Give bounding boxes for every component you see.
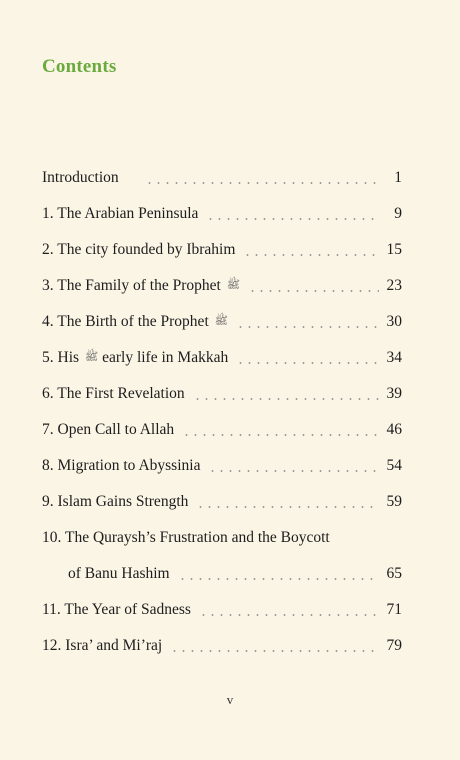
toc-entry-title: 12. Isra’ and Mi’raj [42, 637, 163, 654]
dot-leader [170, 650, 378, 652]
toc-entry-page: 46 [386, 421, 402, 438]
table-of-contents [42, 160, 402, 664]
dot-leader [208, 470, 378, 472]
toc-entry-page: 9 [394, 205, 402, 222]
toc-entry-page: 1 [394, 169, 402, 186]
dot-leader [206, 218, 380, 220]
dot-leader [199, 614, 379, 616]
toc-entry-title [42, 277, 246, 295]
toc-entry-title-text: 5. His [42, 349, 80, 366]
toc-entry-page: 34 [386, 349, 402, 366]
toc-entry-6 [42, 376, 402, 412]
dot-leader [243, 254, 378, 256]
toc-entry-12 [42, 628, 402, 664]
honorific-symbol: ﷺ [214, 315, 228, 327]
toc-entry-10-line-1 [42, 520, 402, 556]
page-number: v [226, 692, 234, 707]
dot-leader [236, 326, 379, 328]
honorific-symbol: ﷺ [226, 279, 240, 291]
toc-entry-4 [42, 304, 402, 340]
dot-leader [196, 506, 378, 508]
toc-entry-title: 10. The Quraysh’s Frustration and the Boycott [42, 529, 330, 546]
dot-leader [248, 290, 379, 292]
toc-entry-page: 79 [386, 637, 402, 654]
toc-entry-page: 23 [386, 277, 402, 294]
page-title: Contents [42, 56, 117, 77]
dot-leader [182, 434, 378, 436]
toc-entry-introduction [42, 160, 402, 196]
toc-entry-2 [42, 232, 402, 268]
toc-entry-title: 1. The Arabian Peninsula [42, 205, 199, 222]
dot-leader [236, 362, 378, 364]
toc-entry-page: 15 [386, 241, 402, 258]
toc-entry-page: 54 [386, 457, 402, 474]
toc-entry-9 [42, 484, 402, 520]
toc-entry-title-continued: of Banu Hashim [68, 565, 170, 582]
toc-entry-title [42, 313, 234, 331]
toc-entry-title [42, 349, 234, 367]
toc-entry-title-text: 4. The Birth of the Prophet [42, 313, 209, 330]
toc-entry-title-text: 3. The Family of the Prophet [42, 277, 221, 294]
toc-entry-title: Introduction [42, 169, 119, 186]
dot-leader [178, 578, 379, 580]
toc-entry-title: 11. The Year of Sadness [42, 601, 191, 618]
toc-entry-page: 71 [386, 601, 402, 618]
toc-entry-title: 7. Open Call to Allah [42, 421, 175, 438]
honorific-symbol: ﷺ [84, 351, 99, 363]
toc-entry-5 [42, 340, 402, 376]
toc-entry-1 [42, 196, 402, 232]
toc-entry-title: 6. The First Revelation [42, 385, 185, 402]
toc-entry-10-line-2 [42, 556, 402, 592]
dot-leader [145, 182, 380, 184]
toc-entry-page: 39 [386, 385, 402, 402]
toc-entry-title: 9. Islam Gains Strength [42, 493, 189, 510]
toc-entry-page: 59 [386, 493, 402, 510]
toc-entry-page: 30 [386, 313, 402, 330]
toc-entry-11 [42, 592, 402, 628]
toc-entry-8 [42, 448, 402, 484]
toc-entry-title-text: early life in Makkah [102, 349, 229, 366]
toc-entry-title: 8. Migration to Abyssinia [42, 457, 201, 474]
toc-entry-page: 65 [386, 565, 402, 582]
dot-leader [193, 398, 379, 400]
toc-entry-7 [42, 412, 402, 448]
toc-entry-title: 2. The city founded by Ibrahim [42, 241, 236, 258]
toc-entry-3 [42, 268, 402, 304]
